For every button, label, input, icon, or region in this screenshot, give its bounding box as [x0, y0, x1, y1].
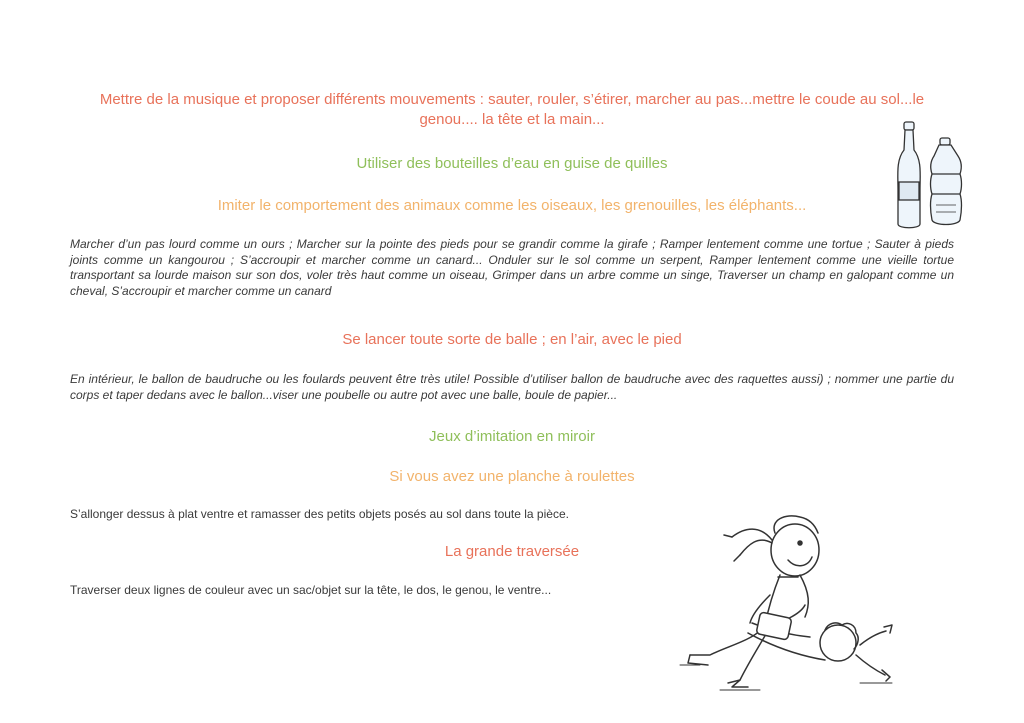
animals-heading: Imiter le comportement des animaux comme les oiseaux, les grenouilles, les éléphants... [217, 197, 807, 214]
crossing-text: Traverser deux lignes de couleur avec un sac/objet sur la tête, le dos, le genou, le ventre... [70, 583, 552, 597]
ball-text: En intérieur, le ballon de baudruche ou les foulards peuvent être très utile! Possible d’utiliser ballon de baudruche avec des raquettes aussi) ; nommer une partie du corps et taper dedans avec le ballon...viser une poubelle ou autre pot avec une balle, boule de papier... [70, 372, 954, 402]
water-bottles-icon [878, 120, 978, 235]
crossing-heading: La grande traversée [444, 543, 580, 560]
children-wheelbarrow-icon [660, 505, 900, 695]
mirror-heading: Jeux d’imitation en miroir [429, 428, 595, 445]
ball-heading: Se lancer toute sorte de balle ; en l’air, avec le pied [342, 331, 682, 348]
bottles-heading: Utiliser des bouteilles d’eau en guise de quilles [356, 155, 668, 172]
animals-text: Marcher d’un pas lourd comme un ours ; Marcher sur la pointe des pieds pour se grandir comme la girafe ; Ramper lentement comme une tortue ; Sauter à pieds joints comme un kangourou ; S’accroupir et marcher comme un canard... Onduler sur le sol comme un serpent, Ramper lentement comme une vieille tortue transportant sa lourde maison sur son dos, voler très haut comme un oiseau, Grimper dans un arbre comme un singe, Traverser un champ en galopant comme un cheval, S’accroupir et marcher comme un canard [70, 237, 954, 298]
intro-text: Mettre de la musique et proposer différents mouvements : sauter, rouler, s’étirer, marcher au pas...mettre le coude au sol...le genou.... la tête et la main... [99, 91, 925, 128]
skateboard-heading: Si vous avez une planche à roulettes [389, 468, 635, 485]
skateboard-text: S’allonger dessus à plat ventre et ramasser des petits objets posés au sol dans toute la pièce. [70, 507, 569, 521]
